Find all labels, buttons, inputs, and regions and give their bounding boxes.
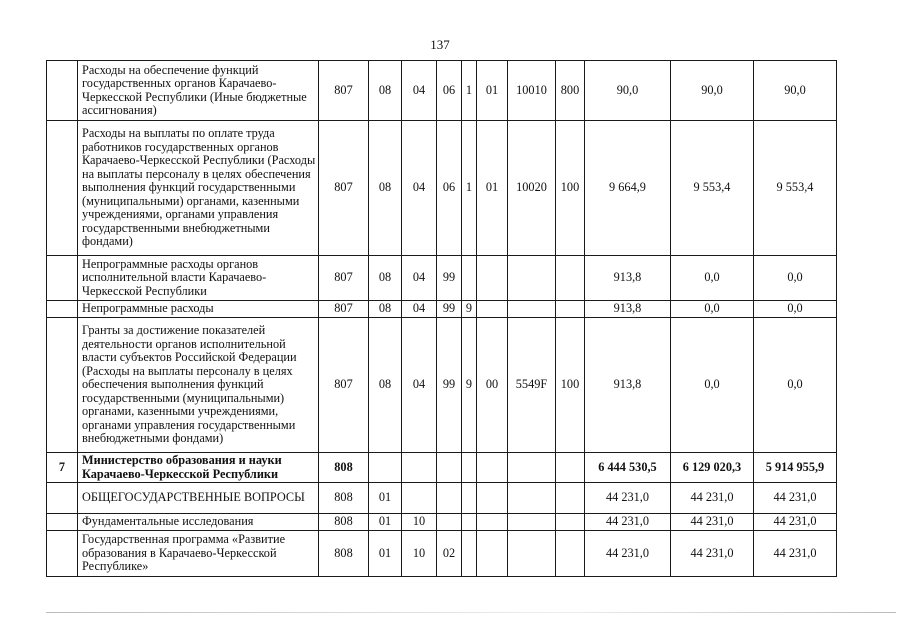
podrazdel-code: 04 — [402, 318, 437, 453]
podrazdel-code: 04 — [402, 256, 437, 301]
sum-year-3: 44 231,0 — [754, 531, 837, 577]
csr-part-3 — [477, 453, 508, 483]
csr-part-3 — [477, 514, 508, 531]
razdel-code: 01 — [369, 514, 402, 531]
sum-year-2: 44 231,0 — [671, 483, 754, 514]
csr-part-2: 9 — [462, 301, 477, 318]
ved-code: 807 — [319, 301, 369, 318]
csr-part-2: 1 — [462, 61, 477, 121]
row-name: Расходы на выплаты по оплате труда работников государственных органов Карачаево-Черкесской Республики (Расходы на выплаты персоналу в целях обеспечения выполнения функций государственными (муниципальными) органами, казенными учреждениями, органами управления государственными внебюджетными фондами) — [78, 121, 319, 256]
csr-part-2 — [462, 256, 477, 301]
csr-part-1 — [437, 514, 462, 531]
csr-part-4 — [508, 531, 556, 577]
vr-code: 800 — [556, 61, 585, 121]
csr-part-3: 01 — [477, 61, 508, 121]
page-bottom-edge — [46, 612, 896, 613]
row-name: Гранты за достижение показателей деятельности органов исполнительной власти субъектов Российской Федерации (Расходы на выплаты персоналу в целях обеспечения выполнения функций государственными (муниципальными) органами, казенными учреждениями, органами управления государственными внебюджетными фондами) — [78, 318, 319, 453]
sum-year-2: 0,0 — [671, 256, 754, 301]
csr-part-4: 5549F — [508, 318, 556, 453]
sum-year-3: 0,0 — [754, 256, 837, 301]
sum-year-1: 913,8 — [585, 301, 671, 318]
csr-part-3 — [477, 256, 508, 301]
table-row — [47, 256, 837, 301]
ved-code: 807 — [319, 318, 369, 453]
sum-year-1: 913,8 — [585, 256, 671, 301]
razdel-code: 08 — [369, 61, 402, 121]
vr-code — [556, 301, 585, 318]
csr-part-4 — [508, 483, 556, 514]
row-name: Государственная программа «Развитие образования в Карачаево-Черкесской Республике» — [78, 531, 319, 577]
table-row — [47, 483, 837, 514]
razdel-code: 08 — [369, 318, 402, 453]
csr-part-1 — [437, 453, 462, 483]
ved-code: 807 — [319, 121, 369, 256]
sum-year-1: 913,8 — [585, 318, 671, 453]
csr-part-2: 9 — [462, 318, 477, 453]
row-name: Непрограммные расходы — [78, 301, 319, 318]
sum-year-3: 44 231,0 — [754, 483, 837, 514]
sum-year-3: 0,0 — [754, 318, 837, 453]
ved-code: 808 — [319, 483, 369, 514]
csr-part-4 — [508, 453, 556, 483]
sum-year-2: 44 231,0 — [671, 514, 754, 531]
row-index — [47, 61, 78, 121]
ved-code: 807 — [319, 61, 369, 121]
sum-year-1: 6 444 530,5 — [585, 453, 671, 483]
podrazdel-code: 04 — [402, 121, 437, 256]
sum-year-2: 0,0 — [671, 318, 754, 453]
csr-part-1: 99 — [437, 301, 462, 318]
csr-part-1: 06 — [437, 61, 462, 121]
table-row — [47, 121, 837, 256]
csr-part-3 — [477, 301, 508, 318]
table-row — [47, 514, 837, 531]
csr-part-3 — [477, 531, 508, 577]
podrazdel-code: 10 — [402, 531, 437, 577]
csr-part-4 — [508, 256, 556, 301]
sum-year-1: 44 231,0 — [585, 483, 671, 514]
ved-code: 808 — [319, 531, 369, 577]
razdel-code — [369, 453, 402, 483]
razdel-code: 01 — [369, 531, 402, 577]
razdel-code: 08 — [369, 301, 402, 318]
sum-year-2: 44 231,0 — [671, 531, 754, 577]
vr-code — [556, 531, 585, 577]
vr-code — [556, 483, 585, 514]
ved-code: 808 — [319, 514, 369, 531]
podrazdel-code — [402, 483, 437, 514]
sum-year-1: 44 231,0 — [585, 531, 671, 577]
sum-year-3: 9 553,4 — [754, 121, 837, 256]
razdel-code: 08 — [369, 121, 402, 256]
sum-year-2: 90,0 — [671, 61, 754, 121]
row-name: ОБЩЕГОСУДАРСТВЕННЫЕ ВОПРОСЫ — [78, 483, 319, 514]
vr-code: 100 — [556, 318, 585, 453]
podrazdel-code: 04 — [402, 61, 437, 121]
sum-year-2: 0,0 — [671, 301, 754, 318]
vr-code: 100 — [556, 121, 585, 256]
row-index — [47, 531, 78, 577]
row-index — [47, 514, 78, 531]
csr-part-1: 99 — [437, 256, 462, 301]
vr-code — [556, 453, 585, 483]
podrazdel-code: 10 — [402, 514, 437, 531]
vr-code — [556, 514, 585, 531]
csr-part-1 — [437, 483, 462, 514]
csr-part-3 — [477, 483, 508, 514]
csr-part-1: 99 — [437, 318, 462, 453]
csr-part-2 — [462, 531, 477, 577]
sum-year-1: 44 231,0 — [585, 514, 671, 531]
csr-part-3: 01 — [477, 121, 508, 256]
csr-part-2 — [462, 483, 477, 514]
row-index: 7 — [47, 453, 78, 483]
table-row — [47, 61, 837, 121]
table-row — [47, 453, 837, 483]
row-index — [47, 256, 78, 301]
row-index — [47, 301, 78, 318]
csr-part-2 — [462, 514, 477, 531]
table-row — [47, 301, 837, 318]
vr-code — [556, 256, 585, 301]
row-index — [47, 121, 78, 256]
table-row — [47, 318, 837, 453]
sum-year-2: 6 129 020,3 — [671, 453, 754, 483]
csr-part-4 — [508, 301, 556, 318]
csr-part-1: 02 — [437, 531, 462, 577]
csr-part-4: 10010 — [508, 61, 556, 121]
razdel-code: 08 — [369, 256, 402, 301]
csr-part-1: 06 — [437, 121, 462, 256]
csr-part-4: 10020 — [508, 121, 556, 256]
sum-year-3: 5 914 955,9 — [754, 453, 837, 483]
sum-year-3: 0,0 — [754, 301, 837, 318]
row-name: Непрограммные расходы органов исполнительной власти Карачаево-Черкесской Республики — [78, 256, 319, 301]
row-index — [47, 318, 78, 453]
sum-year-3: 90,0 — [754, 61, 837, 121]
csr-part-2 — [462, 453, 477, 483]
csr-part-3: 00 — [477, 318, 508, 453]
csr-part-2: 1 — [462, 121, 477, 256]
table-row — [47, 531, 837, 577]
row-index — [47, 483, 78, 514]
budget-table — [46, 60, 837, 577]
row-name: Фундаментальные исследования — [78, 514, 319, 531]
ved-code: 808 — [319, 453, 369, 483]
podrazdel-code — [402, 453, 437, 483]
podrazdel-code: 04 — [402, 301, 437, 318]
ved-code: 807 — [319, 256, 369, 301]
row-name: Министерство образования и науки Карачаево-Черкесской Республики — [78, 453, 319, 483]
csr-part-4 — [508, 514, 556, 531]
sum-year-3: 44 231,0 — [754, 514, 837, 531]
sum-year-2: 9 553,4 — [671, 121, 754, 256]
sum-year-1: 90,0 — [585, 61, 671, 121]
row-name: Расходы на обеспечение функций государственных органов Карачаево-Черкесской Республики (Иные бюджетные ассигнования) — [78, 61, 319, 121]
razdel-code: 01 — [369, 483, 402, 514]
page-number: 137 — [430, 37, 450, 52]
sum-year-1: 9 664,9 — [585, 121, 671, 256]
